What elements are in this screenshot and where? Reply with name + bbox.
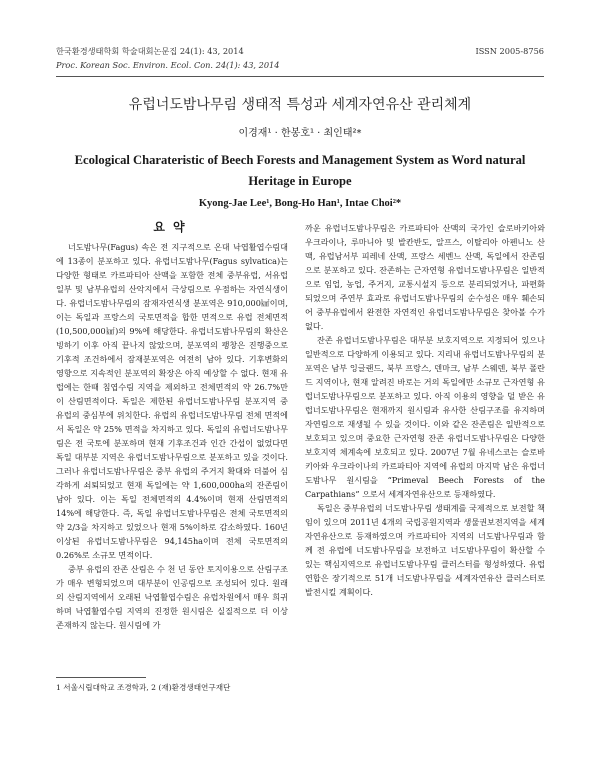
paragraph: 잔존 유럽너도밤나무림은 대부분 보호지역으로 지정되어 있으나 일반적으로 다양하게 이용되고 있다. 지리내 유럽너도밤나무림의 분포역은 남부 잉글랜드, 북부 프랑스, 덴마크, 남부 스웨덴, 북부 폴란드 지역이나, 현재 알려진 바로는 거의 독일에만 소규모 근자연형 유럽너도밤나무림으로 분포하고 있다. 아직 이용의 영향을 덜 받은 유럽너도밤나무림은 현재까지 원시림과 유사한 산림구조를 유지하며 자연림으로 재생될 수 있을 것이다. 이와 같은 잔존림은 일반적으로 보호되고 있으며 중요한 근자연형 잔존 유럽너도밤나무림은 다양한 보호지역 체계속에 보호되고 있다. 2007년 7월 유네스코는 슬로바키아와 우크라이나의 카르파티아 지역에 유럽의 마지막 남은 유럽너도밤나무 원시림을 “Primeval Beech Forests of the Carpathians” 으로서 세계자연유산으로 등재하였다. xyxy=(305,335,545,499)
journal-header-korean: 한국환경생태학회 학술대회논문집 24(1): 43, 2014 xyxy=(56,46,244,56)
authors-english: Kyong-Jae Lee¹, Bong-Ho Han¹, Intae Choi²* xyxy=(198,198,402,209)
right-column xyxy=(305,221,545,599)
title-english: Ecological Charateristic of Beech Forests and Management System as Word natural Heritage in Europe xyxy=(74,153,526,188)
issn: ISSN 2005-8756 xyxy=(475,46,544,56)
journal-header-english: Proc. Korean Soc. Environ. Ecol. Con. 24(1): 43, 2014 xyxy=(56,60,280,70)
paragraph: 중부 유럽의 잔존 산림은 수 천 년 동안 토지이용으로 산림구조가 매우 변형되었으며 대부분이 인공림으로 조성되어 있다. 원래의 산림지역에서 오래된 낙엽활엽수림은 유럽차원에서 매우 희귀하며 낙엽활엽수림 지역의 진정한 원시림은 실질적으로 더 이상 존재하지 않는다. 원시림에 가 xyxy=(56,564,288,630)
abstract-heading: 요약 xyxy=(153,220,193,234)
paragraph: 너도밤나무(Fagus) 속은 전 지구적으로 온대 낙엽활엽수림대에 13종이 분포하고 있다. 유럽너도밤나무(Fagus sylvatica)는 다양한 형태로 카르파티아 산맥을 포함한 전체 중부유럽, 서유럽 일부 및 남부유럽의 산악지에서 극상림으로 우점하는 자연식생이다. 유럽너도밤나무림의 잠재자연식생 분포역은 910,000㎢이며, 이는 독일과 프랑스의 국토면적을 합한 면적으로 유럽 전체면적(10,500,000㎢)의 9%에 해당한다. 유럽너도밤나무림의 확산은 빙하기 이후 아직 끝나지 않았으며, 분포역의 팽창은 진행중으로 기후적 조건하에서 잠재분포역은 여전히 남아 있다. 기후변화의 영향으로 지속적인 분포역의 확장은 아직 예상할 수 없다. 현재 유럽에는 한때 침엽수림 지역을 제외하고 전체면적의 약 26.7%만이 산림면적이다. 독일은 제한된 유럽너도밤나무림 분포지역 중 유럽의 중심부에 위치한다. 유럽의 유럽너도밤나무림 전체 면적에서 독일은 약 25% 면적을 차지하고 있다. 독일의 유럽너도밤나무림은 전 국토에 분포하며 현재 기후조건과 인간 간섭이 없었다면 독일 대부분 지역은 유럽너도밤나무림으로 분포하고 있을 것이다. 그러나 유럽너도밤나무림은 중부 유럽의 주거지 확대와 더불어 심각하게 쇠퇴되었고 현재 독일에는 약 1,600,000ha의 잔존림이 남아 있다. 이는 독일 전체면적의 4.4%이며 현재 산림면적의 14%에 해당한다. 즉, 독일 유럽너도밤나무림은 전체 국토면적의 약 2/3을 차지하고 있었으나 현재 5%이하로 감소하였다. 160년 이상된 유럽너도밤나무림은 94,145ha이며 전체 국토면적의 0.26%로 소규모 면적이다. xyxy=(56,242,288,560)
paragraph: 독일은 중부유럽의 너도밤나무림 생태계를 국제적으로 보전할 책임이 있으며 2011년 4개의 국립공원지역과 생물권보전지역을 세계자연유산으로 등재하였으며 카르파티아 지역의 너도밤나무림과 함께 전 유럽에 너도밤나무림을 보전하고 너도밤나무림이 확산할 수 있는 핵심지역으로 유럽너도밤나무림 클러스터를 형성하였다. 유럽연합은 장기적으로 51개 너도밤나무림을 세계자연유산 클러스터로 발전시킬 계획이다. xyxy=(305,503,545,597)
footnote-rule xyxy=(56,677,146,678)
authors-korean: 이경재¹ · 한봉호¹ · 최인태²* xyxy=(238,128,362,139)
title-korean: 유럽너도밤나무림 생태적 특성과 세계자연유산 관리체계 xyxy=(128,97,472,113)
footnote: 1 서울시립대학교 조경학과, 2 (재)환경생태연구재단 xyxy=(56,683,231,692)
paragraph: 까운 유럽너도밤나무림은 카르파티아 산맥의 국가인 슬로바키아와 우크라이나, 루마니아 및 발칸반도, 알프스, 이탈리아 아펜니노 산맥, 유럽남서부 피레네 산맥, 프랑스 세벤느 산맥, 독일에서 잔존림으로 분포하고 있다. 잔존하는 근자연형 유럽너도밤나무림은 일반적으로 임업, 농업, 주거지, 교통시설지 등으로 분리되었거나, 파편화되었으며 주연부 효과로 유럽너도밤나무림의 순수성은 매우 훼손되어 중부유럽에서 완전한 자연적인 유럽너도밤나무림은 찾아볼 수가 없다. xyxy=(305,223,545,331)
left-column xyxy=(56,240,288,632)
header-rule xyxy=(56,76,544,77)
